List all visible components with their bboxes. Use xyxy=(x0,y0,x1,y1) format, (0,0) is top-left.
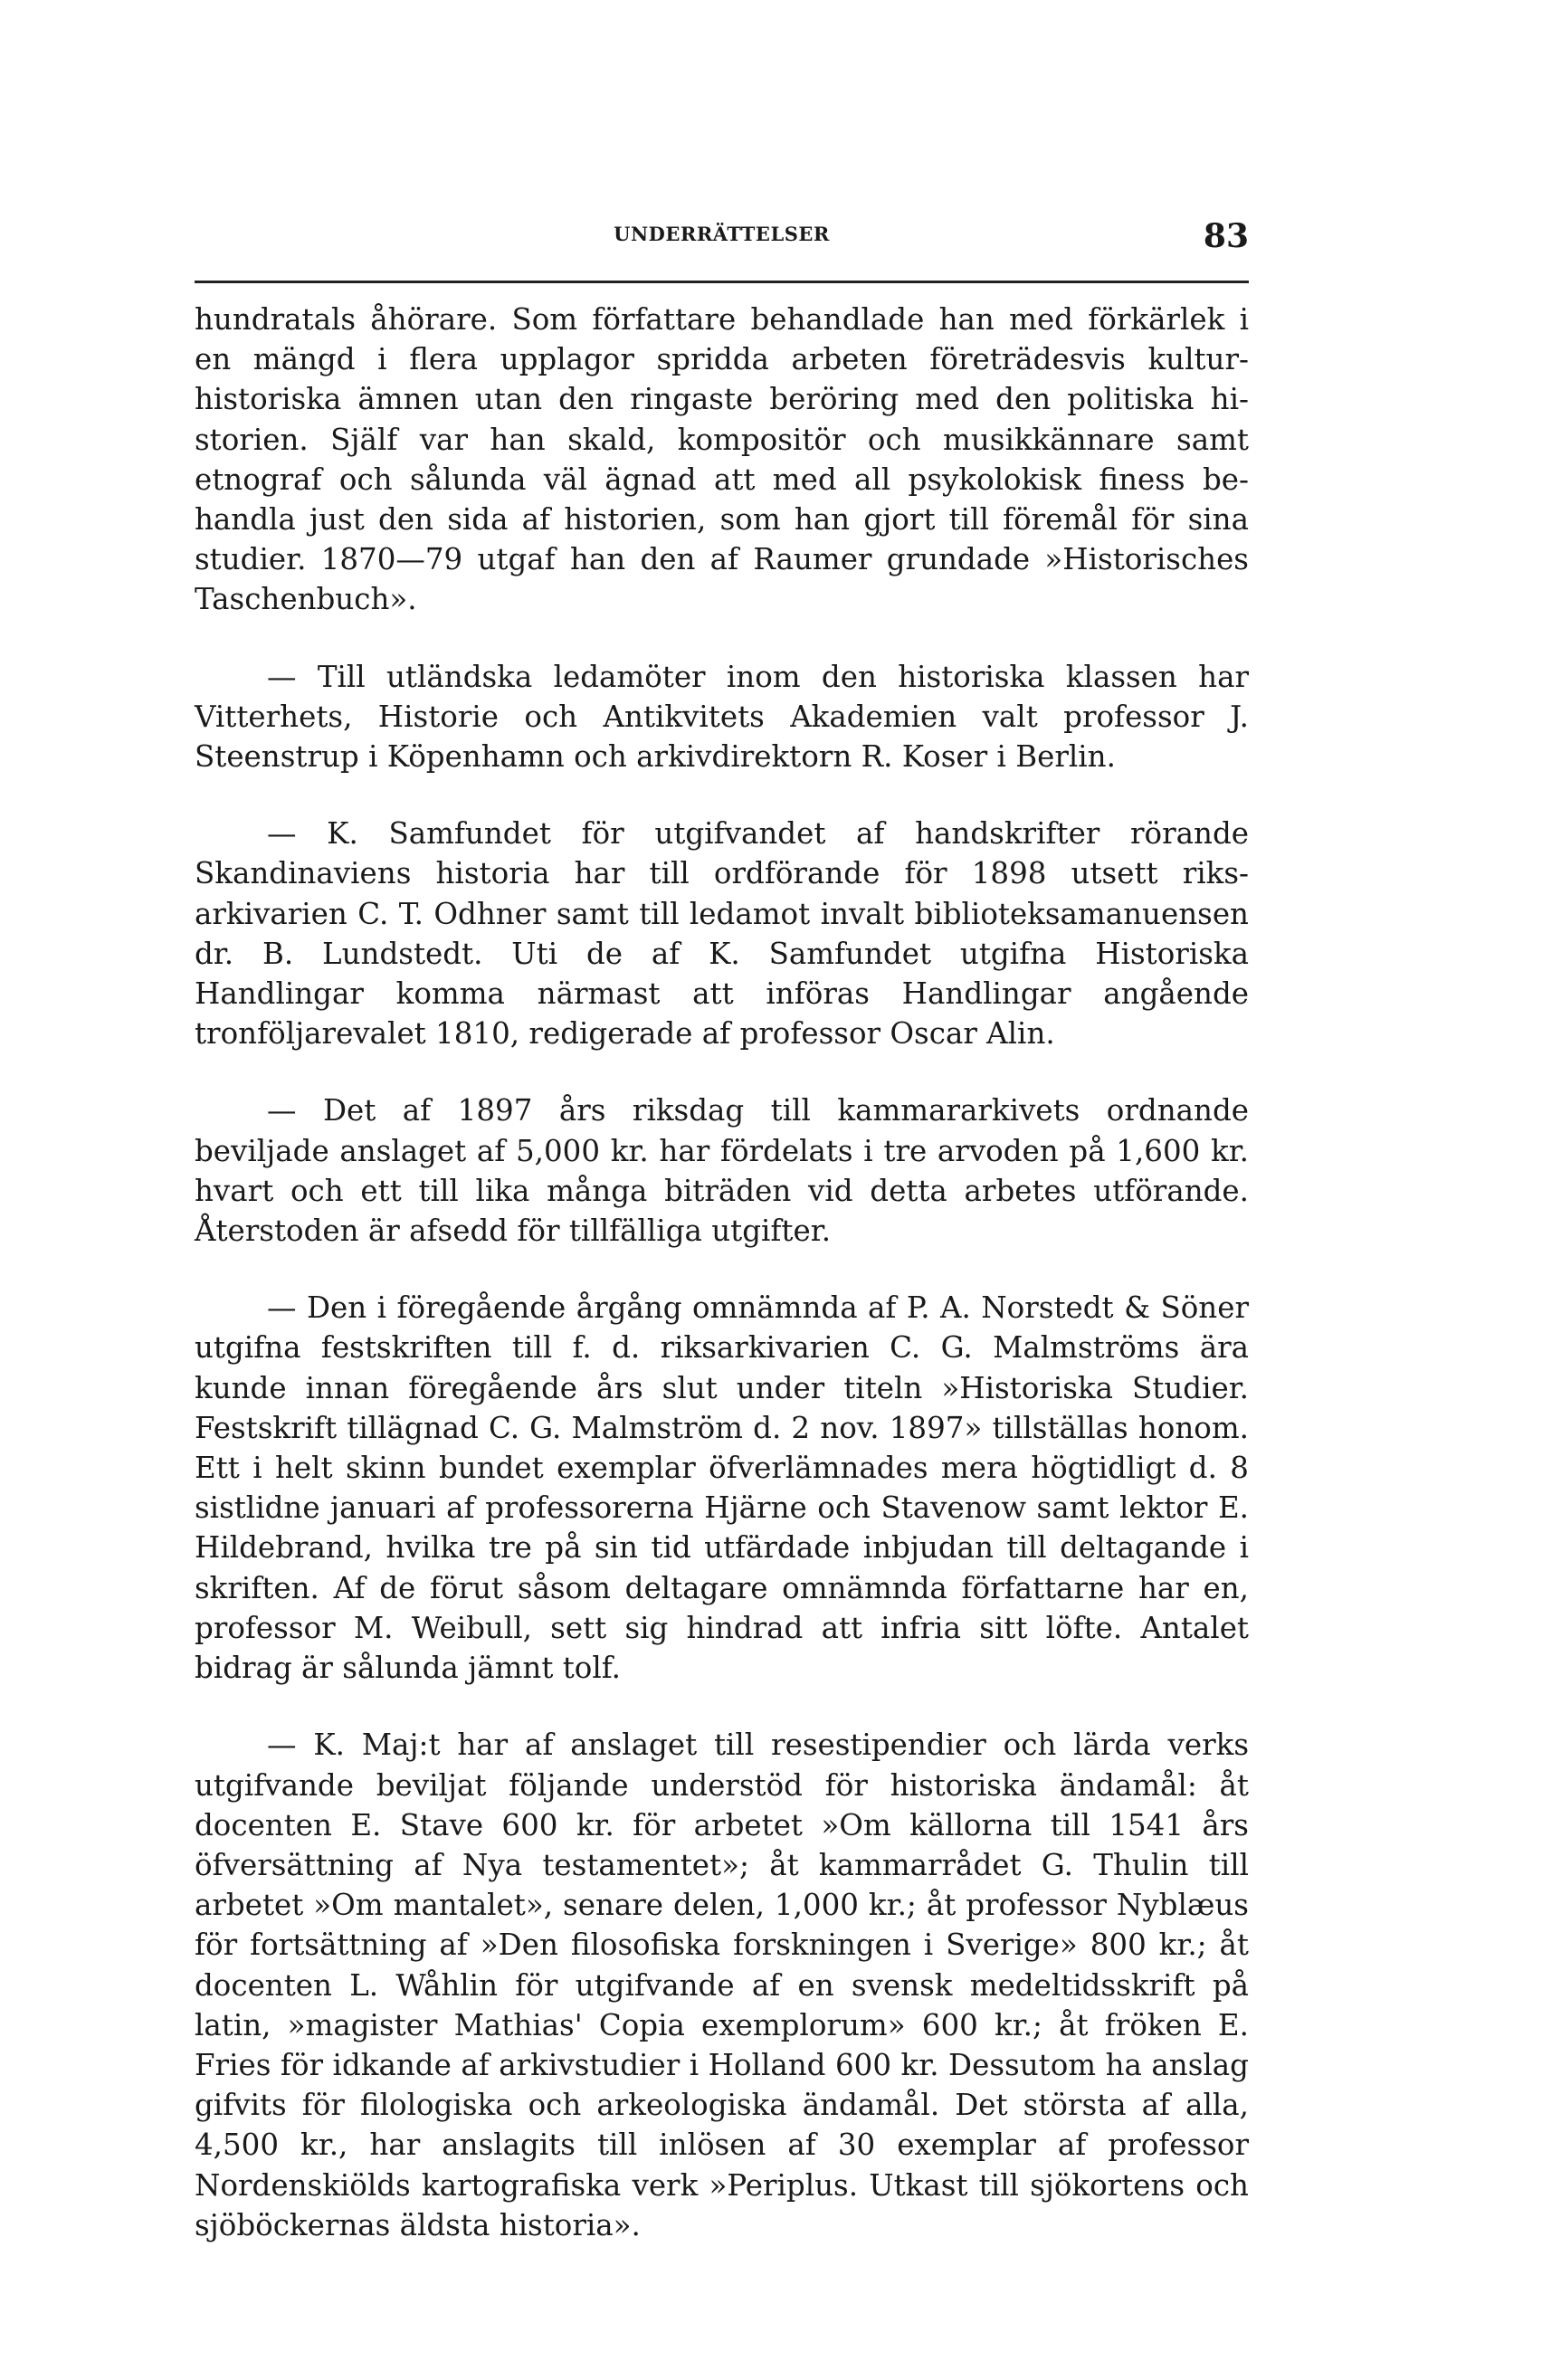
paragraph-6: — K. Maj:t har af anslaget till resestipendier och lärda verks utgifvande beviljat följande understöd för historiska ändamål: åt docenten E. Stave 600 kr. för arbetet »Om källorna till 1541 års öfversättning af Nya testamentet»; åt kammarrådet G. Thulin till arbetet »Om mantalet», senare delen, 1,000 kr.; åt professor Nyblæus för fortsättning af »Den filosofiska forskningen i Sverige» 800 kr.; åt docenten L. Wåhlin för utgifvande af en svensk medeltidsskrift på latin, »magister Mathias' Copia exemplorum» 600 kr.; åt fröken E. Fries för idkande af arkivstudier i Holland 600 kr. Dessutom ha anslag gifvits för filologiska och arkeologiska ändamål. Det största af alla, 4,500 kr., har anslagits till inlösen af 30 exemplar af professor Nordenskiölds kartografiska verk »Periplus. Utkast till sjökortens och sjöböckernas äldsta historia». xyxy=(195,1728,1249,2242)
paragraph-5: — Den i föregående årgång omnämnda af P. A. Norstedt & Söner utgifna festskriften till f. d. riksarkivarien C. G. Malmströms ära kunde innan föregående års slut under titeln »Historiska Studier. Festskrift tillägnad C. G. Malmström d. 2 nov. 1897» tillställas honom. Ett i helt skinn bundet exemplar öfverlämnades mera högtidligt d. 8 sistlidne januari af professorerna Hjärne och Stavenow samt lektor E. Hildebrand, hvilka tre på sin tid utfärdade inbjudan till deltagande i skriften. Af de förut såsom deltagare omnämnda författarne har en, professor M. Weibull, sett sig hindrad att infria sitt löfte. Antalet bidrag är sålunda jämnt tolf. xyxy=(195,1290,1249,1686)
paragraph-4: — Det af 1897 års riksdag till kammararkivets ordnande beviljade anslaget af 5,000 kr. har fördelats i tre arvoden på 1,600 kr. hvart och ett till lika många biträden vid detta arbetes utförande. Återstoden är afsedd för tillfälliga utgifter. xyxy=(195,1093,1249,1249)
page-number: 83 xyxy=(1203,217,1249,255)
paragraph-1: hundratals åhörare. Som författare behandlade han med förkärlek i en mängd i flera upplagor spridda arbeten företrädesvis kulturhistoriska ämnen utan den ringaste beröring med den politiska historien. Själf var han skald, kompositör och musikkännare samt etnograf och sålunda väl ägnad att med all psykolokisk finess behandla just den sida af historien, som han gjort till föremål för sina studier. 1870—79 utgaf han den af Raumer grundade »Historisches Taschenbuch». xyxy=(195,302,1249,617)
paragraph-3: — K. Samfundet för utgifvandet af handskrifter rörande Skandinaviens historia har till ordförande för 1898 utsett riksarkivarien C. T. Odhner samt till ledamot invalt biblioteksamanuensen dr. B. Lundstedt. Uti de af K. Samfundet utgifna Historiska Handlingar komma närmast att införas Handlingar angående tronföljarevalet 1810, redigerade af professor Oscar Alin. xyxy=(195,816,1249,1052)
header-rule xyxy=(195,281,1249,283)
paragraph-2: — Till utländska ledamöter inom den historiska klassen har Vitterhets, Historie och Antikvitets Akademien valt professor J. Steenstrup i Köpenhamn och arkivdirektorn R. Koser i Berlin. xyxy=(195,659,1249,775)
document-page xyxy=(195,217,1249,2282)
running-title: UNDERRÄTTELSER xyxy=(614,223,830,245)
running-header xyxy=(195,217,1249,268)
